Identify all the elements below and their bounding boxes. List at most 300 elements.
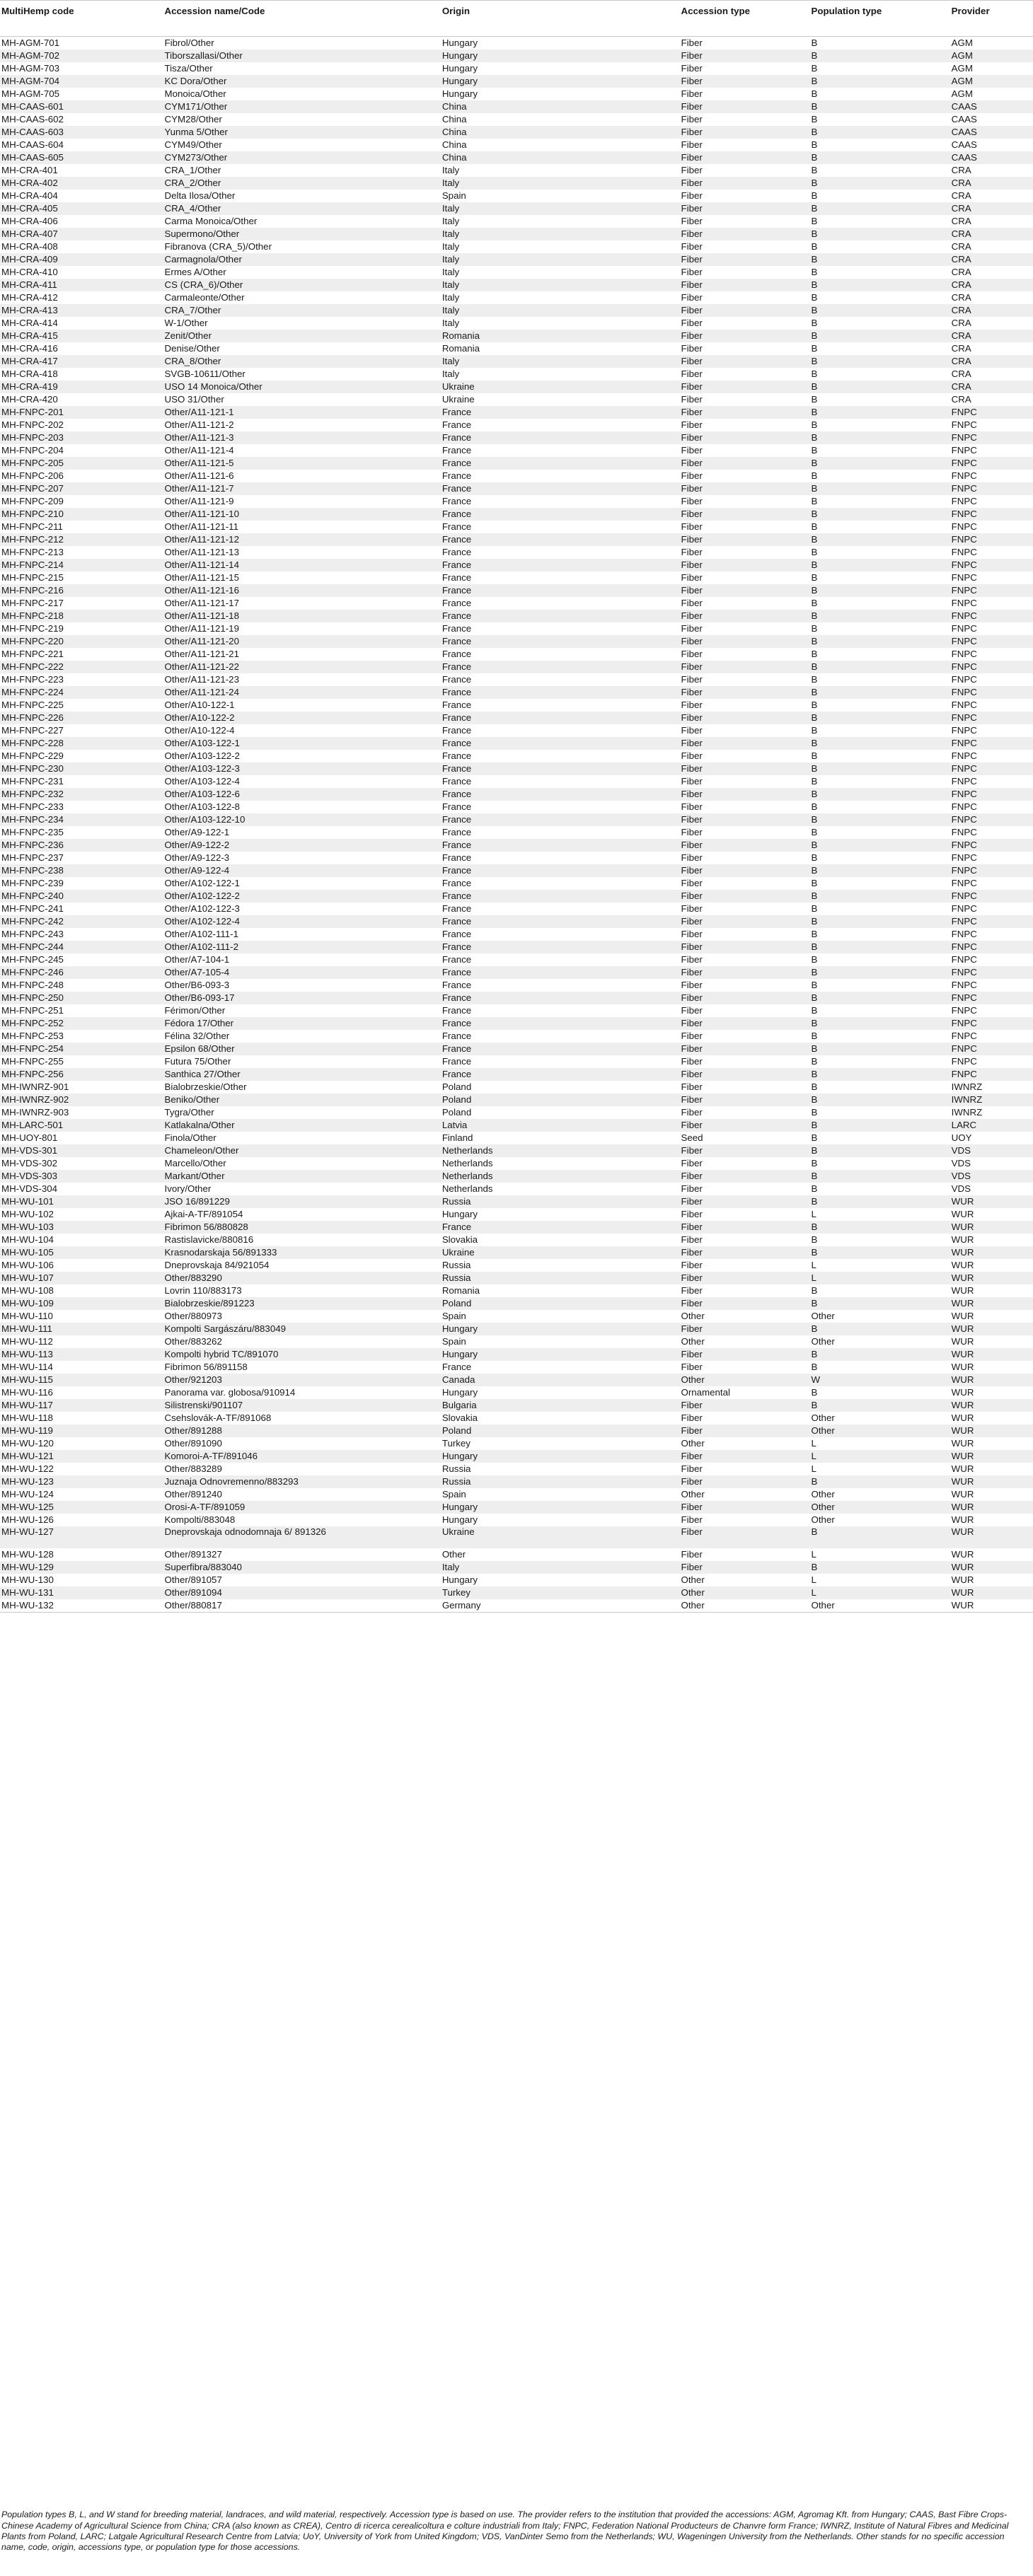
cell-population-type: B: [810, 304, 950, 317]
table-row: [0, 1234, 1033, 1246]
cell-provider: FNPC: [950, 915, 1033, 928]
cell-accession-name: Fibrol/Other: [164, 37, 214, 48]
cell-accession-type: Fiber: [680, 1017, 810, 1030]
cell-population-type: B: [810, 1119, 950, 1132]
cell-accession-name: Rastislavicke/880816: [164, 1234, 254, 1245]
cell-population-type: B: [810, 279, 950, 291]
cell-origin: France: [441, 864, 680, 877]
cell-accession-name: USO 31/Other: [164, 394, 224, 405]
cell-origin: Netherlands: [442, 1158, 493, 1168]
cell-accession-name: Krasnodarskaja 56/891333: [163, 1246, 441, 1259]
cell-multihemp-code: MH-FNPC-221: [1, 649, 64, 659]
cell-accession-name: Other/A11-121-7: [163, 482, 441, 495]
cell-population-type: L: [811, 1260, 816, 1270]
cell-accession-type: Fiber: [680, 1093, 810, 1106]
cell-provider: WUR: [951, 1260, 974, 1270]
cell-multihemp-code: MH-FNPC-232: [0, 788, 163, 801]
cell-provider: FNPC: [951, 674, 977, 685]
cell-population-type: B: [811, 165, 818, 175]
cell-origin: Italy: [441, 177, 680, 190]
table-row: [0, 279, 1033, 291]
cell-accession-name: Other/A103-122-6: [163, 788, 441, 801]
cell-population-type: B: [811, 827, 818, 837]
cell-multihemp-code: MH-IWNRZ-901: [1, 1081, 69, 1092]
cell-accession-name: Other/A11-121-2: [164, 419, 234, 430]
table-row: [0, 610, 1033, 622]
cell-accession-name: Tisza/Other: [164, 63, 213, 74]
table-row: [0, 839, 1033, 852]
cell-population-type: L: [810, 1272, 950, 1284]
table-row: [0, 1475, 1033, 1488]
cell-accession-name: Other/A103-122-2: [164, 750, 240, 761]
cell-provider: WUR: [951, 1336, 974, 1347]
cell-accession-name: Other/891288: [163, 1425, 441, 1437]
cell-accession-name: Other/A11-121-10: [163, 508, 441, 521]
cell-accession-name: Panorama var. globosa/910914: [164, 1387, 296, 1398]
table-row: [0, 1081, 1033, 1093]
cell-accession-type: Fiber: [680, 1425, 810, 1437]
cell-origin: Russia: [442, 1463, 471, 1474]
table-row: [0, 190, 1033, 202]
cell-population-type: B: [810, 228, 950, 240]
cell-accession-type: Fiber: [681, 496, 703, 506]
cell-multihemp-code: MH-FNPC-243: [1, 929, 64, 939]
cell-accession-type: Fiber: [681, 1158, 703, 1168]
header-origin: Origin: [441, 1, 680, 37]
cell-provider: WUR: [950, 1501, 1033, 1514]
cell-provider: FNPC: [951, 750, 977, 761]
cell-multihemp-code: MH-FNPC-244: [0, 941, 163, 953]
cell-multihemp-code: MH-WU-115: [0, 1374, 163, 1386]
table-row: [0, 1412, 1033, 1425]
cell-accession-name: CRA_4/Other: [163, 202, 441, 215]
cell-accession-type: Other: [681, 1336, 705, 1347]
cell-accession-name: Tiborszallasi/Other: [163, 50, 441, 62]
cell-provider: FNPC: [950, 788, 1033, 801]
cell-accession-name: Other/A102-111-1: [164, 929, 238, 939]
cell-multihemp-code: MH-CRA-411: [0, 279, 163, 291]
cell-origin: Finland: [442, 1132, 473, 1143]
cell-provider: FNPC: [950, 406, 1033, 419]
cell-multihemp-code: MH-FNPC-234: [0, 813, 163, 826]
cell-accession-name: Other/A9-122-2: [163, 839, 441, 852]
table-row: [0, 253, 1033, 266]
table-row: [0, 393, 1033, 406]
table-row: [0, 177, 1033, 190]
cell-accession-type: Fiber: [681, 700, 703, 710]
table-row: [0, 992, 1033, 1004]
cell-multihemp-code: MH-WU-130: [1, 1574, 54, 1585]
cell-provider: FNPC: [951, 547, 977, 557]
cell-origin: France: [441, 508, 680, 521]
cell-population-type: B: [810, 788, 950, 801]
cell-origin: China: [441, 151, 680, 164]
cell-origin: Russia: [442, 1260, 471, 1270]
table-row: [0, 1132, 1033, 1144]
cell-population-type: B: [810, 1043, 950, 1055]
cell-accession-name: Félina 32/Other: [164, 1031, 230, 1041]
table-row: [0, 1030, 1033, 1043]
cell-origin: France: [441, 813, 680, 826]
cell-origin: Poland: [441, 1297, 680, 1310]
cell-accession-type: Fiber: [681, 1514, 703, 1525]
cell-provider: CRA: [950, 279, 1033, 291]
cell-accession-name: Supermono/Other: [163, 228, 441, 240]
cell-provider: FNPC: [951, 827, 977, 837]
cell-population-type: B: [811, 623, 818, 634]
cell-accession-type: Fiber: [681, 1412, 703, 1423]
table-row: [0, 151, 1033, 164]
cell-accession-name: Zenit/Other: [163, 330, 441, 342]
cell-multihemp-code: MH-VDS-303: [0, 1170, 163, 1183]
cell-population-type: B: [811, 750, 818, 761]
cell-origin: Poland: [442, 1107, 472, 1118]
table-row: [0, 164, 1033, 177]
table-row: [0, 1221, 1033, 1234]
cell-accession-type: Fiber: [680, 635, 810, 648]
cell-multihemp-code: MH-CRA-417: [0, 355, 163, 368]
table-row: [0, 431, 1033, 444]
cell-accession-type: Fiber: [681, 852, 703, 863]
cell-accession-type: Other: [680, 1586, 810, 1599]
cell-accession-name: Other/A103-122-4: [164, 776, 240, 787]
cell-origin: France: [441, 406, 680, 419]
cell-accession-name: CYM28/Other: [164, 114, 222, 124]
cell-population-type: Other: [810, 1425, 950, 1437]
cell-population-type: B: [810, 559, 950, 572]
cell-origin: Italy: [442, 318, 460, 328]
cell-multihemp-code: MH-FNPC-222: [0, 661, 163, 673]
cell-accession-type: Fiber: [680, 559, 810, 572]
table-row: [0, 953, 1033, 966]
cell-provider: AGM: [950, 75, 1033, 88]
cell-provider: VDS: [950, 1170, 1033, 1183]
cell-accession-name: CYM49/Other: [164, 139, 222, 150]
cell-population-type: B: [811, 63, 818, 74]
cell-accession-type: Fiber: [680, 890, 810, 903]
cell-provider: VDS: [951, 1158, 971, 1168]
cell-population-type: B: [810, 533, 950, 546]
cell-origin: France: [442, 980, 472, 990]
cell-origin: France: [442, 852, 472, 863]
cell-population-type: B: [810, 712, 950, 724]
cell-population-type: B: [811, 980, 818, 990]
cell-multihemp-code: MH-WU-116: [1, 1387, 53, 1398]
cell-population-type: B: [811, 343, 818, 354]
cell-accession-type: Other: [681, 1438, 705, 1449]
cell-multihemp-code: MH-CRA-407: [0, 228, 163, 240]
cell-accession-name: Other/883290: [163, 1272, 441, 1284]
cell-multihemp-code: MH-CRA-402: [0, 177, 163, 190]
cell-provider: WUR: [951, 1574, 974, 1585]
cell-origin: Spain: [442, 1336, 466, 1347]
cell-accession-name: CYM273/Other: [163, 151, 441, 164]
cell-origin: Slovakia: [442, 1412, 478, 1423]
cell-provider: FNPC: [950, 610, 1033, 622]
cell-multihemp-code: MH-FNPC-230: [0, 762, 163, 775]
cell-origin: France: [441, 890, 680, 903]
table-row: [0, 113, 1033, 126]
cell-accession-type: Fiber: [681, 139, 703, 150]
cell-origin: Germany: [441, 1599, 680, 1613]
cell-origin: Spain: [442, 1311, 466, 1321]
cell-provider: WUR: [951, 1463, 974, 1474]
cell-provider: FNPC: [950, 966, 1033, 979]
table-row: [0, 330, 1033, 342]
cell-multihemp-code: MH-CAAS-601: [0, 100, 163, 113]
cell-accession-name: Other/A11-121-24: [163, 686, 441, 699]
cell-population-type: B: [811, 139, 818, 150]
cell-accession-type: Fiber: [680, 992, 810, 1004]
cell-accession-type: Fiber: [681, 470, 703, 481]
cell-accession-name: Komoroi-A-TF/891046: [163, 1450, 441, 1463]
cell-multihemp-code: MH-FNPC-253: [1, 1031, 64, 1041]
cell-provider: FNPC: [950, 482, 1033, 495]
cell-accession-type: Fiber: [681, 954, 703, 965]
cell-provider: FNPC: [951, 649, 977, 659]
cell-origin: France: [441, 1043, 680, 1055]
cell-multihemp-code: MH-WU-122: [1, 1463, 54, 1474]
cell-population-type: B: [811, 419, 818, 430]
cell-accession-type: Fiber: [680, 686, 810, 699]
cell-multihemp-code: MH-CRA-408: [1, 241, 58, 252]
cell-multihemp-code: MH-FNPC-229: [1, 750, 64, 761]
cell-accession-name: Other/A11-121-6: [164, 470, 234, 481]
table-row: [0, 1514, 1033, 1526]
table-row: [0, 304, 1033, 317]
cell-multihemp-code: MH-FNPC-209: [1, 496, 64, 506]
table-row: [0, 1195, 1033, 1208]
cell-accession-type: Fiber: [681, 292, 703, 303]
cell-origin: Hungary: [442, 88, 478, 99]
table-row: [0, 750, 1033, 762]
cell-population-type: L: [810, 1586, 950, 1599]
cell-accession-name: Other/883289: [164, 1463, 222, 1474]
cell-provider: WUR: [951, 1311, 974, 1321]
table-row: [0, 966, 1033, 979]
cell-multihemp-code: MH-AGM-704: [0, 75, 163, 88]
cell-provider: WUR: [951, 1285, 974, 1296]
cell-provider: FNPC: [950, 686, 1033, 699]
cell-provider: FNPC: [951, 521, 977, 532]
cell-population-type: B: [810, 202, 950, 215]
cell-multihemp-code: MH-CRA-405: [0, 202, 163, 215]
cell-accession-name: Other/A7-105-4: [163, 966, 441, 979]
cell-origin: Italy: [441, 253, 680, 266]
cell-origin: France: [442, 547, 472, 557]
header-provider: Provider: [950, 1, 1033, 37]
table-row: [0, 1170, 1033, 1183]
cell-accession-name: Dneprovskaja odnodomnaja 6/ 891326: [163, 1526, 441, 1548]
cell-provider: CRA: [951, 292, 971, 303]
cell-population-type: B: [810, 635, 950, 648]
cell-origin: Poland: [442, 1081, 472, 1092]
cell-multihemp-code: MH-FNPC-235: [1, 827, 64, 837]
cell-provider: CRA: [950, 253, 1033, 266]
cell-multihemp-code: MH-FNPC-250: [0, 992, 163, 1004]
cell-accession-name: Kompolti hybrid TC/891070: [163, 1348, 441, 1361]
cell-accession-type: Fiber: [680, 1043, 810, 1055]
cell-origin: Spain: [442, 190, 466, 201]
table-row: [0, 1450, 1033, 1463]
cell-accession-name: Other/A11-121-5: [163, 457, 441, 470]
table-row: [0, 62, 1033, 75]
cell-multihemp-code: MH-FNPC-237: [1, 852, 64, 863]
cell-provider: FNPC: [951, 598, 977, 608]
cell-accession-type: Fiber: [680, 355, 810, 368]
table-row: [0, 673, 1033, 686]
cell-multihemp-code: MH-AGM-703: [1, 63, 60, 74]
cell-multihemp-code: MH-FNPC-223: [1, 674, 64, 685]
cell-accession-name: JSO 16/891229: [163, 1195, 441, 1208]
cell-multihemp-code: MH-WU-126: [1, 1514, 54, 1525]
cell-origin: France: [441, 966, 680, 979]
cell-provider: FNPC: [951, 929, 977, 939]
cell-multihemp-code: MH-AGM-705: [1, 88, 60, 99]
cell-accession-type: Other: [681, 1574, 705, 1585]
cell-accession-name: Férimon/Other: [164, 1005, 226, 1016]
cell-origin: France: [441, 584, 680, 597]
cell-accession-name: Santhica 27/Other: [163, 1068, 441, 1081]
cell-accession-name: CRA_1/Other: [164, 165, 221, 175]
table-row: [0, 864, 1033, 877]
cell-origin: France: [442, 827, 472, 837]
cell-population-type: B: [811, 929, 818, 939]
cell-accession-type: Fiber: [680, 1526, 810, 1548]
table-row: [0, 597, 1033, 610]
cell-origin: Ukraine: [441, 1246, 680, 1259]
cell-population-type: B: [811, 88, 818, 99]
cell-accession-type: Fiber: [681, 445, 703, 456]
cell-population-type: B: [810, 610, 950, 622]
cell-accession-type: Seed: [681, 1132, 703, 1143]
header-accession-name: Accession name/Code: [163, 1, 441, 37]
table-row: [0, 1335, 1033, 1348]
cell-population-type: B: [811, 801, 818, 812]
cell-multihemp-code: MH-FNPC-254: [0, 1043, 163, 1055]
table-row: [0, 979, 1033, 992]
cell-population-type: B: [810, 915, 950, 928]
cell-provider: WUR: [951, 1438, 974, 1449]
table-row: [0, 686, 1033, 699]
cell-population-type: B: [810, 1093, 950, 1106]
cell-multihemp-code: MH-WU-131: [0, 1586, 163, 1599]
table-row: [0, 852, 1033, 864]
cell-accession-name: Finola/Other: [164, 1132, 217, 1143]
cell-accession-type: Fiber: [680, 330, 810, 342]
cell-provider: FNPC: [951, 776, 977, 787]
cell-multihemp-code: MH-FNPC-242: [0, 915, 163, 928]
table-row: [0, 813, 1033, 826]
table-row: [0, 826, 1033, 839]
cell-provider: WUR: [950, 1297, 1033, 1310]
cell-accession-type: Fiber: [680, 151, 810, 164]
table-row: [0, 762, 1033, 775]
cell-accession-type: Fiber: [680, 431, 810, 444]
table-row: [0, 1144, 1033, 1157]
cell-origin: France: [441, 839, 680, 852]
cell-population-type: B: [810, 1195, 950, 1208]
table-row: [0, 75, 1033, 88]
table-row: [0, 1501, 1033, 1514]
cell-multihemp-code: MH-FNPC-218: [0, 610, 163, 622]
cell-population-type: Other: [810, 1501, 950, 1514]
cell-population-type: B: [810, 1297, 950, 1310]
table-row: [0, 1437, 1033, 1450]
cell-accession-type: Fiber: [681, 1031, 703, 1041]
cell-provider: FNPC: [950, 941, 1033, 953]
cell-origin: France: [442, 750, 472, 761]
cell-provider: FNPC: [950, 1043, 1033, 1055]
cell-accession-type: Fiber: [680, 406, 810, 419]
cell-accession-type: Fiber: [680, 508, 810, 521]
cell-population-type: B: [810, 992, 950, 1004]
cell-multihemp-code: MH-FNPC-231: [1, 776, 64, 787]
cell-accession-name: Ermes A/Other: [164, 267, 226, 277]
cell-accession-type: Fiber: [680, 1272, 810, 1284]
cell-multihemp-code: MH-CAAS-604: [1, 139, 64, 150]
cell-multihemp-code: MH-FNPC-216: [0, 584, 163, 597]
cell-accession-type: Fiber: [681, 318, 703, 328]
table-row: [0, 1055, 1033, 1068]
cell-accession-type: Fiber: [680, 279, 810, 291]
cell-provider: WUR: [950, 1374, 1033, 1386]
cell-accession-type: Fiber: [681, 1081, 703, 1092]
cell-population-type: B: [810, 1323, 950, 1335]
cell-multihemp-code: MH-IWNRZ-903: [1, 1107, 69, 1118]
table-row: [0, 215, 1033, 228]
cell-origin: France: [441, 941, 680, 953]
cell-accession-type: Fiber: [681, 88, 703, 99]
table-row: [0, 635, 1033, 648]
table-row: [0, 1586, 1033, 1599]
cell-population-type: B: [810, 151, 950, 164]
cell-population-type: B: [810, 864, 950, 877]
cell-multihemp-code: MH-WU-111: [0, 1323, 163, 1335]
cell-accession-name: Monoica/Other: [164, 88, 226, 99]
cell-accession-type: Fiber: [681, 216, 703, 226]
cell-provider: FNPC: [950, 839, 1033, 852]
cell-population-type: B: [810, 1017, 950, 1030]
cell-accession-name: Other/A7-104-1: [164, 954, 230, 965]
cell-multihemp-code: MH-WU-105: [0, 1246, 163, 1259]
table-row: [0, 533, 1033, 546]
cell-provider: WUR: [950, 1450, 1033, 1463]
cell-origin: Latvia: [441, 1119, 680, 1132]
cell-origin: China: [441, 126, 680, 139]
cell-population-type: B: [811, 445, 818, 456]
cell-multihemp-code: MH-FNPC-236: [0, 839, 163, 852]
cell-provider: CAAS: [950, 151, 1033, 164]
cell-accession-name: Other/A9-122-3: [164, 852, 230, 863]
cell-origin: Ukraine: [441, 1526, 680, 1548]
cell-population-type: B: [810, 50, 950, 62]
cell-provider: FNPC: [951, 496, 977, 506]
cell-origin: France: [441, 762, 680, 775]
cell-provider: FNPC: [951, 980, 977, 990]
cell-provider: WUR: [950, 1221, 1033, 1234]
table-row: [0, 1310, 1033, 1323]
cell-accession-type: Fiber: [681, 623, 703, 634]
table-row: [0, 470, 1033, 482]
cell-population-type: B: [810, 381, 950, 393]
table-row: [0, 355, 1033, 368]
cell-accession-type: Fiber: [681, 878, 703, 888]
cell-origin: France: [441, 686, 680, 699]
cell-population-type: B: [810, 941, 950, 953]
cell-origin: France: [442, 954, 472, 965]
cell-accession-name: Other/891327: [164, 1549, 222, 1560]
